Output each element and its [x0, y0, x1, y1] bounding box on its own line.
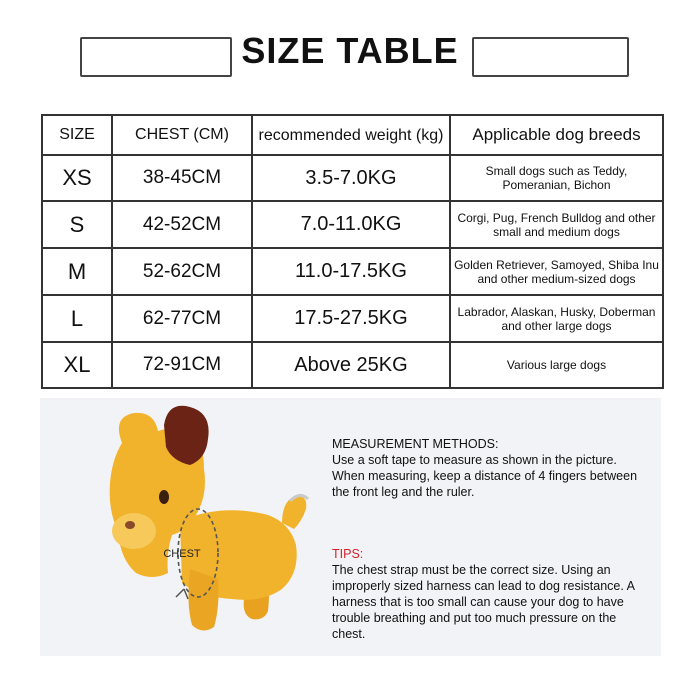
- cell-chest: 72-91CM: [112, 342, 252, 388]
- tips-heading: TIPS:: [332, 547, 364, 561]
- table-row: [42, 342, 663, 388]
- measurement-text: Use a soft tape to measure as shown in the picture. When measuring, keep a distance of 4 fingers between the front leg and the ruler.: [332, 453, 638, 499]
- cell-chest: 62-77CM: [112, 295, 252, 342]
- cell-breeds: Golden Retriever, Samoyed, Shiba Inu and other medium-sized dogs: [450, 248, 663, 295]
- cell-size: XL: [42, 342, 112, 388]
- table-header-row: [42, 115, 663, 155]
- cell-breeds: Corgi, Pug, French Bulldog and other small and medium dogs: [450, 201, 663, 248]
- chest-label: CHEST: [163, 548, 201, 560]
- cell-weight: 11.0-17.5KG: [252, 248, 450, 295]
- header-size: SIZE: [42, 115, 112, 155]
- table-row: [42, 201, 663, 248]
- cell-weight: 17.5-27.5KG: [252, 295, 450, 342]
- dog-tail: [282, 495, 306, 529]
- table-row: [42, 155, 663, 201]
- header-chest: CHEST (CM): [112, 115, 252, 155]
- cell-breeds: Labrador, Alaskan, Husky, Doberman and other large dogs: [450, 295, 663, 342]
- header-weight: recommended weight (kg): [252, 115, 450, 155]
- cell-chest: 38-45CM: [112, 155, 252, 201]
- cell-size: XS: [42, 155, 112, 201]
- measurement-heading: MEASUREMENT METHODS:: [332, 437, 499, 451]
- page-title: SIZE TABLE: [241, 30, 459, 71]
- cell-weight: 7.0-11.0KG: [252, 201, 450, 248]
- size-table: [41, 114, 664, 389]
- tips-section: [332, 546, 652, 642]
- cell-weight: Above 25KG: [252, 342, 450, 388]
- dog-illustration-icon: [72, 403, 322, 643]
- measurement-panel: [40, 398, 661, 656]
- header-breeds: Applicable dog breeds: [450, 115, 663, 155]
- cell-breeds: Small dogs such as Teddy, Pomeranian, Bichon: [450, 155, 663, 201]
- cell-breeds: Various large dogs: [450, 342, 663, 388]
- table-row: [42, 248, 663, 295]
- cell-weight: 3.5-7.0KG: [252, 155, 450, 201]
- table-row: [42, 295, 663, 342]
- tips-text: The chest strap must be the correct size. Using an improperly sized harness can lead to dog resistance. A harness that is too small can cause your dog to have trouble breathing and put too much pressure on the chest.: [332, 563, 635, 641]
- cell-size: L: [42, 295, 112, 342]
- measurement-methods: [332, 436, 652, 500]
- dog-front-leg: [188, 569, 218, 631]
- cell-chest: 52-62CM: [112, 248, 252, 295]
- cell-size: S: [42, 201, 112, 248]
- cell-size: M: [42, 248, 112, 295]
- cell-chest: 42-52CM: [112, 201, 252, 248]
